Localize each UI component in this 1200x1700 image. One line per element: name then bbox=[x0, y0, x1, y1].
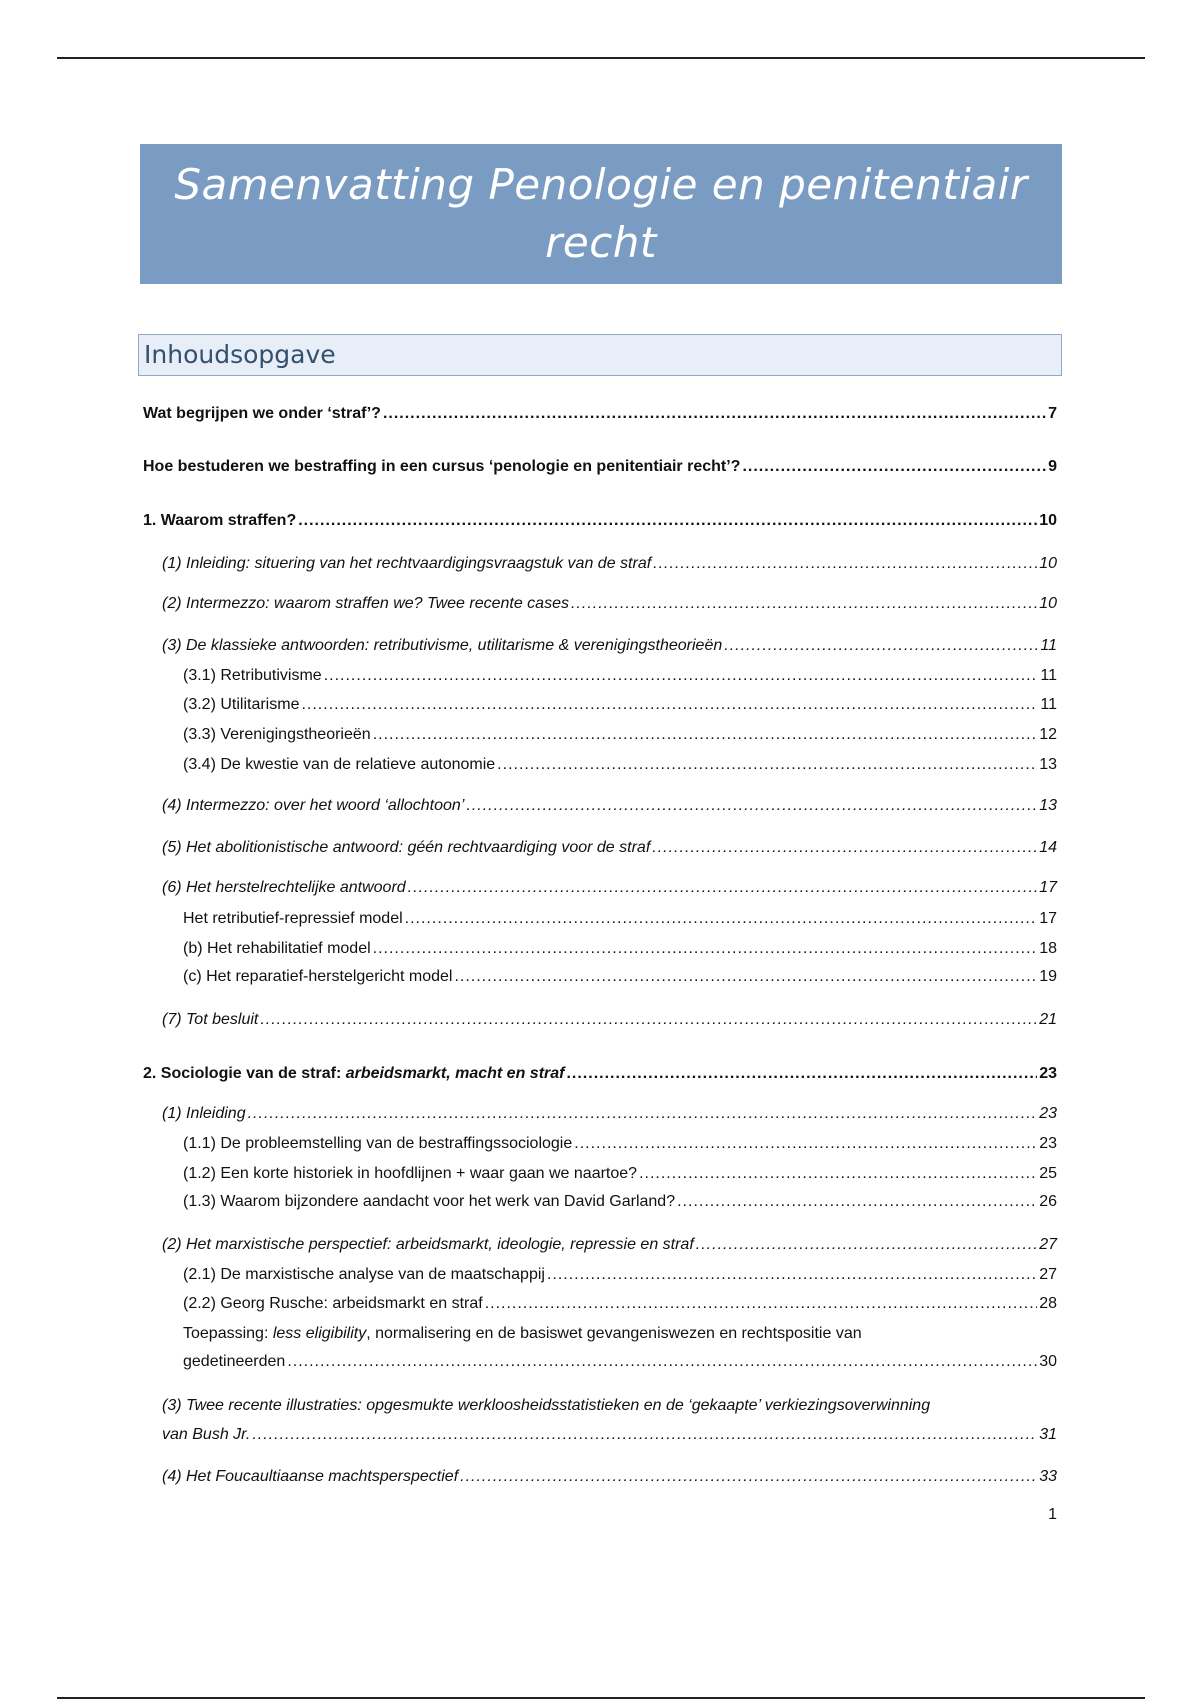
toc-entry[interactable] bbox=[183, 1294, 1057, 1314]
toc-entry-title-line-2: van Bush Jr. bbox=[162, 1426, 251, 1443]
toc-entry[interactable] bbox=[162, 1467, 1057, 1487]
toc-entry-page: 21 bbox=[1039, 1011, 1057, 1028]
toc-entry-title: (3.1) Retributivisme bbox=[183, 667, 322, 684]
toc-entry-page: 11 bbox=[1040, 637, 1057, 654]
toc-entry-page: 26 bbox=[1039, 1193, 1057, 1210]
toc-entry-title: (2) Het marxistische perspectief: arbeidsmarkt, ideologie, repressie en straf bbox=[162, 1236, 694, 1253]
toc-entry-title: (2.2) Georg Rusche: arbeidsmarkt en straf bbox=[183, 1295, 483, 1312]
toc-entry-title: (1.3) Waarom bijzondere aandacht voor het werk van David Garland? bbox=[183, 1193, 676, 1210]
toc-entry[interactable] bbox=[162, 594, 1057, 614]
toc-entry-title: (4) Intermezzo: over het woord ‘allochtoon’ bbox=[162, 797, 465, 814]
top-rule bbox=[57, 57, 1145, 59]
document-title-banner bbox=[140, 144, 1062, 284]
toc-entry[interactable] bbox=[183, 1320, 1057, 1348]
toc-entry-title-line-1: Toepassing: less eligibility, normalisering en de basiswet gevangeniswezen en rechtspositie van bbox=[183, 1325, 862, 1342]
toc-entry-page: 7 bbox=[1048, 405, 1057, 422]
toc-entry-page: 10 bbox=[1039, 555, 1057, 572]
toc-entry[interactable] bbox=[162, 796, 1057, 816]
toc-entry[interactable] bbox=[162, 1010, 1057, 1030]
toc-entry-title: (3.3) Verenigingstheorieën bbox=[183, 726, 371, 743]
toc-entry-page: 30 bbox=[1039, 1353, 1057, 1370]
toc-entry[interactable] bbox=[162, 1235, 1057, 1255]
toc-entry-title: (2.1) De marxistische analyse van de maatschappij bbox=[183, 1266, 545, 1283]
toc-entry[interactable] bbox=[183, 666, 1057, 686]
toc-entry-title: (2) Intermezzo: waarom straffen we? Twee recente cases bbox=[162, 595, 569, 612]
toc-entry-page: 27 bbox=[1039, 1266, 1057, 1283]
toc-entry-title: (1.1) De probleemstelling van de bestraffingssociologie bbox=[183, 1135, 573, 1152]
toc-entry-title-line-1: (3) Twee recente illustraties: opgesmukte werkloosheidsstatistieken en de ‘gekaapte’ verkiezingsoverwinning bbox=[162, 1397, 931, 1414]
toc-entry[interactable] bbox=[143, 1064, 1057, 1084]
toc-entry-page: 33 bbox=[1039, 1468, 1057, 1485]
toc-entry[interactable] bbox=[162, 878, 1057, 898]
toc-entry-title: (4) Het Foucaultiaanse machtsperspectief bbox=[162, 1468, 459, 1485]
toc-entry-title: (3) De klassieke antwoorden: retributivisme, utilitarisme & verenigingstheorieën bbox=[162, 637, 723, 654]
toc-entry-title: (3.4) De kwestie van de relatieve autonomie bbox=[183, 756, 496, 773]
toc-entry-page: 12 bbox=[1039, 726, 1057, 743]
bottom-rule bbox=[57, 1697, 1145, 1699]
toc-entry-page: 17 bbox=[1039, 910, 1057, 927]
toc-entry-title: (1) Inleiding: situering van het rechtvaardigingsvraagstuk van de straf bbox=[162, 555, 652, 572]
toc-entry-title-line-2: gedetineerden bbox=[183, 1353, 286, 1370]
toc-entry-continuation[interactable] bbox=[183, 1352, 1057, 1372]
toc-entry[interactable] bbox=[143, 404, 1057, 424]
toc-entry-page: 13 bbox=[1039, 756, 1057, 773]
page-number: 1 bbox=[1048, 1506, 1057, 1523]
toc-entry-title: Het retributief-repressief model bbox=[183, 910, 403, 927]
toc-entry-title: (3.2) Utilitarisme bbox=[183, 696, 300, 713]
toc-entry-page: 28 bbox=[1039, 1295, 1057, 1312]
toc-entry[interactable] bbox=[183, 967, 1057, 987]
toc-entry-page: 11 bbox=[1040, 696, 1057, 713]
toc-entry-page: 19 bbox=[1039, 968, 1057, 985]
toc-entry-continuation[interactable] bbox=[162, 1425, 1057, 1445]
toc-entry[interactable] bbox=[183, 1164, 1057, 1184]
toc-entry[interactable] bbox=[183, 1134, 1057, 1154]
toc-entry-title: (5) Het abolitionistische antwoord: géén rechtvaardiging voor de straf bbox=[162, 839, 651, 856]
toc-entry[interactable] bbox=[183, 909, 1057, 929]
toc-entry[interactable] bbox=[183, 695, 1057, 715]
toc-entry[interactable] bbox=[143, 457, 1057, 477]
toc-entry-page: 13 bbox=[1039, 797, 1057, 814]
toc-entry-title-emphasis: arbeidsmarkt, macht en straf bbox=[345, 1065, 565, 1082]
toc-entry-title: Wat begrijpen we onder ‘straf’? bbox=[143, 405, 381, 422]
toc-entry[interactable] bbox=[183, 1192, 1057, 1212]
document-title bbox=[174, 156, 1027, 272]
toc-entry-title: (6) Het herstelrechtelijke antwoord bbox=[162, 879, 406, 896]
toc-entry-page: 10 bbox=[1039, 512, 1057, 529]
toc-entry-page: 27 bbox=[1039, 1236, 1057, 1253]
toc-entry-page: 10 bbox=[1039, 595, 1057, 612]
toc-entry-title: (1.2) Een korte historiek in hoofdlijnen + waar gaan we naartoe? bbox=[183, 1165, 638, 1182]
toc-entry[interactable] bbox=[143, 511, 1057, 531]
toc-entry[interactable] bbox=[162, 1392, 1057, 1420]
toc-entry-page: 23 bbox=[1039, 1105, 1057, 1122]
toc-entry-title-prefix: 2. Sociologie van de straf: bbox=[143, 1065, 346, 1082]
toc-entry[interactable] bbox=[162, 1104, 1057, 1124]
toc-entry-page: 17 bbox=[1039, 879, 1057, 896]
toc-entry-title bbox=[143, 1064, 564, 1084]
toc-entry-page: 9 bbox=[1048, 458, 1057, 475]
toc-entry-title: Hoe bestuderen we bestraffing in een cursus ‘penologie en penitentiair recht’? bbox=[143, 458, 741, 475]
toc-entry-page: 23 bbox=[1039, 1135, 1057, 1152]
document-title-line-2: recht bbox=[545, 218, 657, 267]
toc-entry[interactable] bbox=[183, 939, 1057, 959]
toc-entry-page: 31 bbox=[1039, 1426, 1057, 1443]
toc-heading: Inhoudsopgave bbox=[138, 334, 1062, 376]
toc-entry-title: (1) Inleiding bbox=[162, 1105, 246, 1122]
toc-entry-title: (7) Tot besluit bbox=[162, 1011, 259, 1028]
toc-entry-page: 14 bbox=[1039, 839, 1057, 856]
toc-entry[interactable] bbox=[183, 725, 1057, 745]
toc-entry-page: 23 bbox=[1039, 1065, 1057, 1082]
toc-entry[interactable] bbox=[162, 636, 1057, 656]
toc-entry[interactable] bbox=[162, 838, 1057, 858]
toc-entry-title: 1. Waarom straffen? bbox=[143, 512, 297, 529]
toc-entry-title: (b) Het rehabilitatief model bbox=[183, 940, 371, 957]
toc-entry-page: 11 bbox=[1040, 667, 1057, 684]
toc-entry-title: (c) Het reparatief-herstelgericht model bbox=[183, 968, 453, 985]
toc-entry[interactable] bbox=[183, 1265, 1057, 1285]
toc-entry-page: 25 bbox=[1039, 1165, 1057, 1182]
document-title-line-1: Samenvatting Penologie en penitentiair bbox=[174, 160, 1028, 209]
toc-entry-page: 18 bbox=[1039, 940, 1057, 957]
toc-entry[interactable] bbox=[183, 755, 1057, 775]
toc-entry[interactable] bbox=[162, 554, 1057, 574]
